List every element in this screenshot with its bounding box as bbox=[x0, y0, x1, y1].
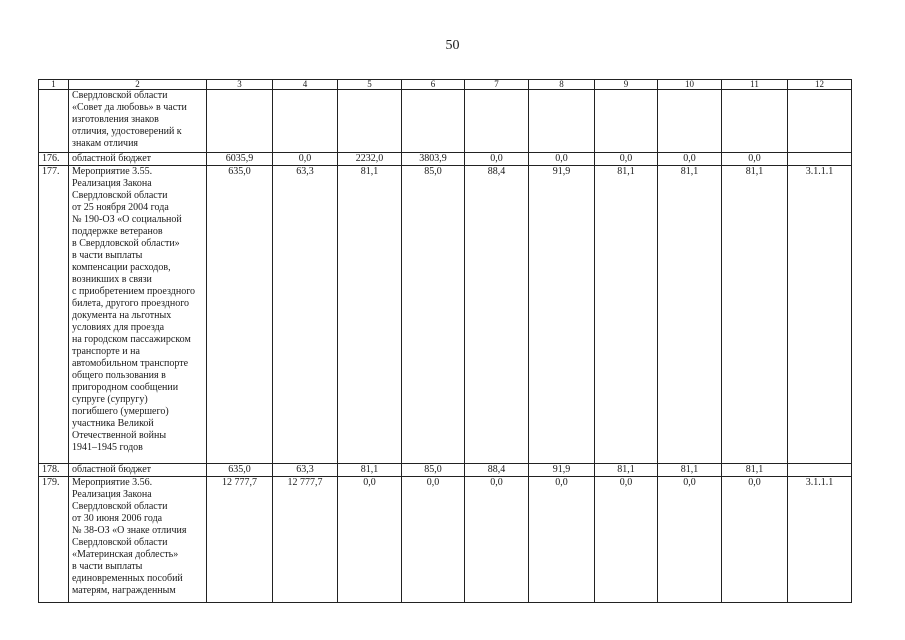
value-cell bbox=[338, 90, 402, 153]
column-number: 2 bbox=[69, 80, 207, 90]
value-cell: 81,1 bbox=[338, 464, 402, 477]
value-cell: 0,0 bbox=[273, 153, 338, 166]
value-cell: 2232,0 bbox=[338, 153, 402, 166]
value-cell: 0,0 bbox=[722, 153, 788, 166]
value-cell bbox=[529, 90, 595, 153]
column-number: 11 bbox=[722, 80, 788, 90]
value-cell: 0,0 bbox=[529, 477, 595, 603]
value-cell: 0,0 bbox=[658, 153, 722, 166]
row-name: областной бюджет bbox=[69, 153, 207, 166]
target-code-cell: 3.1.1.1 bbox=[788, 477, 852, 603]
column-number: 9 bbox=[595, 80, 658, 90]
value-cell: 91,9 bbox=[529, 464, 595, 477]
value-cell: 81,1 bbox=[658, 464, 722, 477]
value-cell: 635,0 bbox=[207, 464, 273, 477]
column-number: 1 bbox=[39, 80, 69, 90]
value-cell: 63,3 bbox=[273, 464, 338, 477]
value-cell: 0,0 bbox=[465, 477, 529, 603]
value-cell: 6035,9 bbox=[207, 153, 273, 166]
row-name: Свердловской области «Совет да любовь» в части изготовления знаков отличия, удостоверений к знакам отличия bbox=[69, 90, 207, 153]
row-index: 179. bbox=[39, 477, 69, 603]
value-cell: 0,0 bbox=[722, 477, 788, 603]
value-cell: 85,0 bbox=[402, 166, 465, 464]
value-cell: 63,3 bbox=[273, 166, 338, 464]
value-cell: 88,4 bbox=[465, 166, 529, 464]
column-number: 6 bbox=[402, 80, 465, 90]
value-cell: 81,1 bbox=[722, 166, 788, 464]
value-cell: 81,1 bbox=[722, 464, 788, 477]
value-cell bbox=[595, 90, 658, 153]
column-number: 8 bbox=[529, 80, 595, 90]
value-cell bbox=[465, 90, 529, 153]
page-number: 50 bbox=[445, 38, 460, 53]
target-code-cell: 3.1.1.1 bbox=[788, 166, 852, 464]
row-name: Мероприятие 3.55. Реализация Закона Свердловской области от 25 ноября 2004 года № 190-ОЗ «О социальной поддержке ветеранов в Свердловской области» в части выплаты компенсации расходов, возникших в связи с приобретением проездного билета, другого проездного документа на льготных условиях для проезда на городском пассажирском транспорте и на автомобильном транспорте общего пользования в пригородном сообщении супруге (супругу) погибшего (умершего) участника Великой Отечественной войны 1941–1945 годов bbox=[69, 166, 207, 464]
column-number: 7 bbox=[465, 80, 529, 90]
value-cell bbox=[273, 90, 338, 153]
value-cell: 81,1 bbox=[658, 166, 722, 464]
value-cell: 91,9 bbox=[529, 166, 595, 464]
column-number-row bbox=[39, 80, 852, 90]
budget-table bbox=[38, 79, 852, 603]
value-cell: 12 777,7 bbox=[273, 477, 338, 603]
value-cell: 0,0 bbox=[338, 477, 402, 603]
value-cell bbox=[207, 90, 273, 153]
value-cell: 0,0 bbox=[529, 153, 595, 166]
value-cell: 12 777,7 bbox=[207, 477, 273, 603]
value-cell: 81,1 bbox=[595, 464, 658, 477]
row-name: областной бюджет bbox=[69, 464, 207, 477]
row-index: 177. bbox=[39, 166, 69, 464]
row-index: 178. bbox=[39, 464, 69, 477]
value-cell: 81,1 bbox=[338, 166, 402, 464]
column-number: 12 bbox=[788, 80, 852, 90]
value-cell bbox=[402, 90, 465, 153]
table-row bbox=[39, 166, 852, 464]
value-cell: 3803,9 bbox=[402, 153, 465, 166]
column-number: 5 bbox=[338, 80, 402, 90]
column-number: 10 bbox=[658, 80, 722, 90]
value-cell: 635,0 bbox=[207, 166, 273, 464]
value-cell: 88,4 bbox=[465, 464, 529, 477]
value-cell bbox=[722, 90, 788, 153]
value-cell: 0,0 bbox=[595, 153, 658, 166]
row-index bbox=[39, 90, 69, 153]
value-cell bbox=[658, 90, 722, 153]
value-cell: 0,0 bbox=[402, 477, 465, 603]
table-row bbox=[39, 90, 852, 153]
target-code-cell bbox=[788, 153, 852, 166]
row-index: 176. bbox=[39, 153, 69, 166]
table-row bbox=[39, 464, 852, 477]
row-name: Мероприятие 3.56. Реализация Закона Свердловской области от 30 июня 2006 года № 38-ОЗ «О знаке отличия Свердловской области «Материнская доблесть» в части выплаты единовременных пособий матерям, награжденным bbox=[69, 477, 207, 603]
column-number: 4 bbox=[273, 80, 338, 90]
value-cell: 85,0 bbox=[402, 464, 465, 477]
value-cell: 0,0 bbox=[595, 477, 658, 603]
value-cell: 0,0 bbox=[465, 153, 529, 166]
value-cell: 0,0 bbox=[658, 477, 722, 603]
target-code-cell bbox=[788, 90, 852, 153]
table-row bbox=[39, 153, 852, 166]
column-number: 3 bbox=[207, 80, 273, 90]
value-cell: 81,1 bbox=[595, 166, 658, 464]
table-row bbox=[39, 477, 852, 603]
target-code-cell bbox=[788, 464, 852, 477]
